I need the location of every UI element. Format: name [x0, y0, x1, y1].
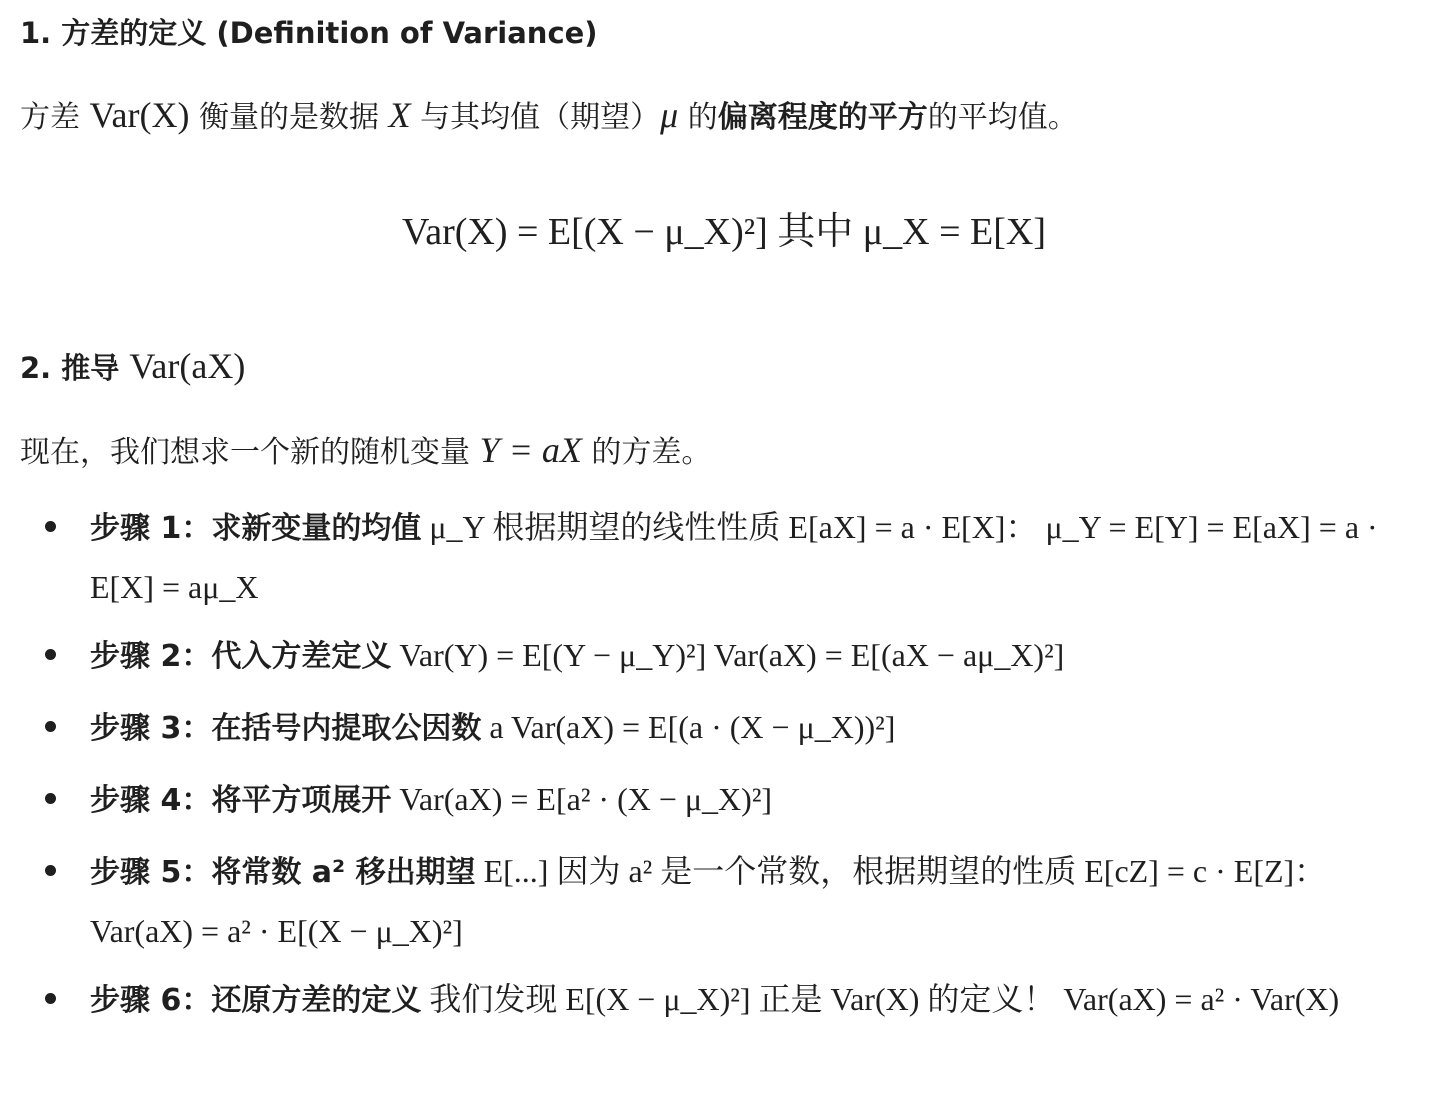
para-text: 的平均值。: [927, 100, 1078, 135]
step-body: a Var(aX) = E[(a · (X − μ_X))²]: [481, 709, 896, 745]
bullet-icon: [45, 521, 56, 532]
intro-text: 现在，我们想求一个新的随机变量: [20, 435, 480, 470]
bullet-icon: [45, 793, 56, 804]
step-body: Var(Y) = E[(Y − μ_Y)²] Var(aX) = E[(aX − aμ_X)²]: [391, 637, 1065, 673]
para-text: 与其均值（期望）: [410, 100, 661, 135]
bullet-icon: [45, 649, 56, 660]
list-item: [20, 698, 1428, 770]
step-title: 步骤 2：代入方差定义: [90, 639, 392, 674]
bullet-icon: [45, 721, 56, 732]
section2-intro: [20, 427, 1428, 476]
math-inline: X: [388, 95, 411, 135]
list-item: [20, 842, 1428, 970]
variance-definition-paragraph: [20, 92, 1428, 141]
list-item: [20, 770, 1428, 842]
list-item: [20, 970, 1428, 1098]
step-body: μ_Y 根据期望的线性性质 E[aX] = a · E[X]： μ_Y = E[Y] = E[aX] = a · E[X] = aμ_X: [90, 509, 1378, 605]
list-item: [20, 498, 1428, 626]
para-text: 衡量的是数据: [189, 100, 389, 135]
heading-math: Var(aX): [129, 346, 246, 386]
bullet-icon: [45, 865, 56, 876]
step-body: E[...] 因为 a² 是一个常数，根据期望的性质 E[cZ] = c · E[Z]： Var(aX) = a² · E[(X − μ_X)²]: [90, 853, 1327, 949]
step-title: 步骤 3：在括号内提取公因数: [90, 711, 482, 746]
section2-heading: [20, 343, 1428, 391]
section1-heading: 1. 方差的定义 (Definition of Variance): [20, 16, 598, 50]
bullet-icon: [45, 993, 56, 1004]
list-item: [20, 626, 1428, 698]
heading-text: 2. 推导: [20, 351, 130, 385]
step-body: 我们发现 E[(X − μ_X)²] 正是 Var(X) 的定义！ Var(aX) = a² · Var(X): [421, 981, 1340, 1017]
math-inline: Var(X): [89, 95, 190, 135]
para-text: 的: [678, 100, 718, 135]
math-inline: μ: [660, 95, 679, 135]
para-bold: 偏离程度的平方: [717, 100, 928, 135]
step-title: 步骤 6：还原方差的定义: [90, 983, 422, 1018]
intro-text: 的方差。: [581, 435, 712, 470]
derivation-steps-list: [20, 498, 1428, 1098]
step-title: 步骤 1：求新变量的均值: [90, 511, 422, 546]
display-formula: Var(X) = E[(X − μ_X)²] 其中 μ_X = E[X]: [401, 211, 1047, 253]
step-title: 步骤 4：将平方项展开: [90, 783, 392, 818]
step-title: 步骤 5：将常数 a² 移出期望: [90, 855, 476, 890]
para-text: 方差: [20, 100, 90, 135]
math-inline: Y = aX: [479, 430, 582, 470]
step-body: Var(aX) = E[a² · (X − μ_X)²]: [391, 781, 773, 817]
